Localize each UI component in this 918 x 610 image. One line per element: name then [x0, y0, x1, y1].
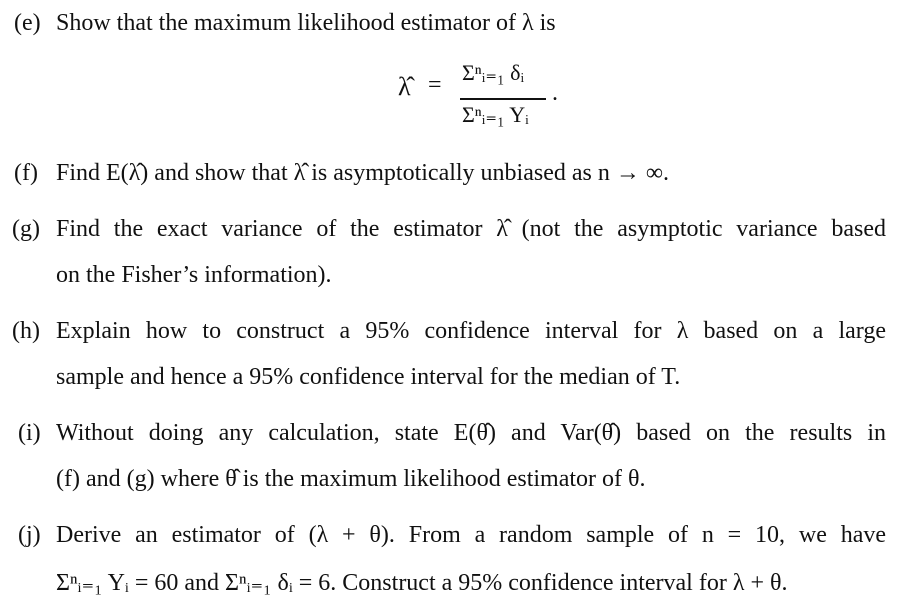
part-g-text-1: Find the exact variance of the estimator λ̂ (not the asymptotic variance based — [56, 216, 886, 242]
part-i-text-1: Without doing any calculation, state E(θ̂) and Var(θ̂) based on the results in — [56, 420, 886, 446]
part-e-text: Show that the maximum likelihood estimator of λ is — [56, 10, 556, 36]
formula-period: . — [552, 80, 558, 106]
part-g-label: (g) — [12, 216, 40, 242]
part-i-label: (i) — [18, 420, 41, 446]
part-h-label: (h) — [12, 318, 40, 344]
part-g-text-2: on the Fisher’s information). — [56, 262, 332, 288]
part-j-text-1: Derive an estimator of (λ + θ). From a random sample of n = 10, we have — [56, 522, 886, 548]
part-i-text-2: (f) and (g) where θ̂ is the maximum likelihood estimator of θ. — [56, 466, 646, 492]
formula-lhs: λ̂ — [398, 72, 411, 101]
part-h-text-1: Explain how to construct a 95% confidence interval for λ based on a large — [56, 318, 886, 344]
part-f-label: (f) — [14, 160, 38, 186]
part-h-text-2: sample and hence a 95% confidence interval for the median of T. — [56, 364, 681, 390]
mle-formula — [392, 52, 592, 142]
part-j-text-2: Σⁿᵢ₌₁ Yᵢ = 60 and Σⁿᵢ₌₁ δᵢ = 6. Construct a 95% confidence interval for λ + θ. — [56, 570, 788, 596]
part-e-label: (e) — [14, 10, 41, 36]
part-j-label: (j) — [18, 522, 41, 548]
formula-denominator: Σⁿᵢ₌₁ Yᵢ — [462, 102, 529, 127]
formula-equals: = — [428, 72, 442, 98]
part-f-text: Find E(λ̂) and show that λ̂ is asymptotically unbiased as n → ∞. — [56, 160, 669, 186]
fraction-bar — [460, 98, 546, 100]
formula-numerator: Σⁿᵢ₌₁ δᵢ — [462, 60, 525, 85]
